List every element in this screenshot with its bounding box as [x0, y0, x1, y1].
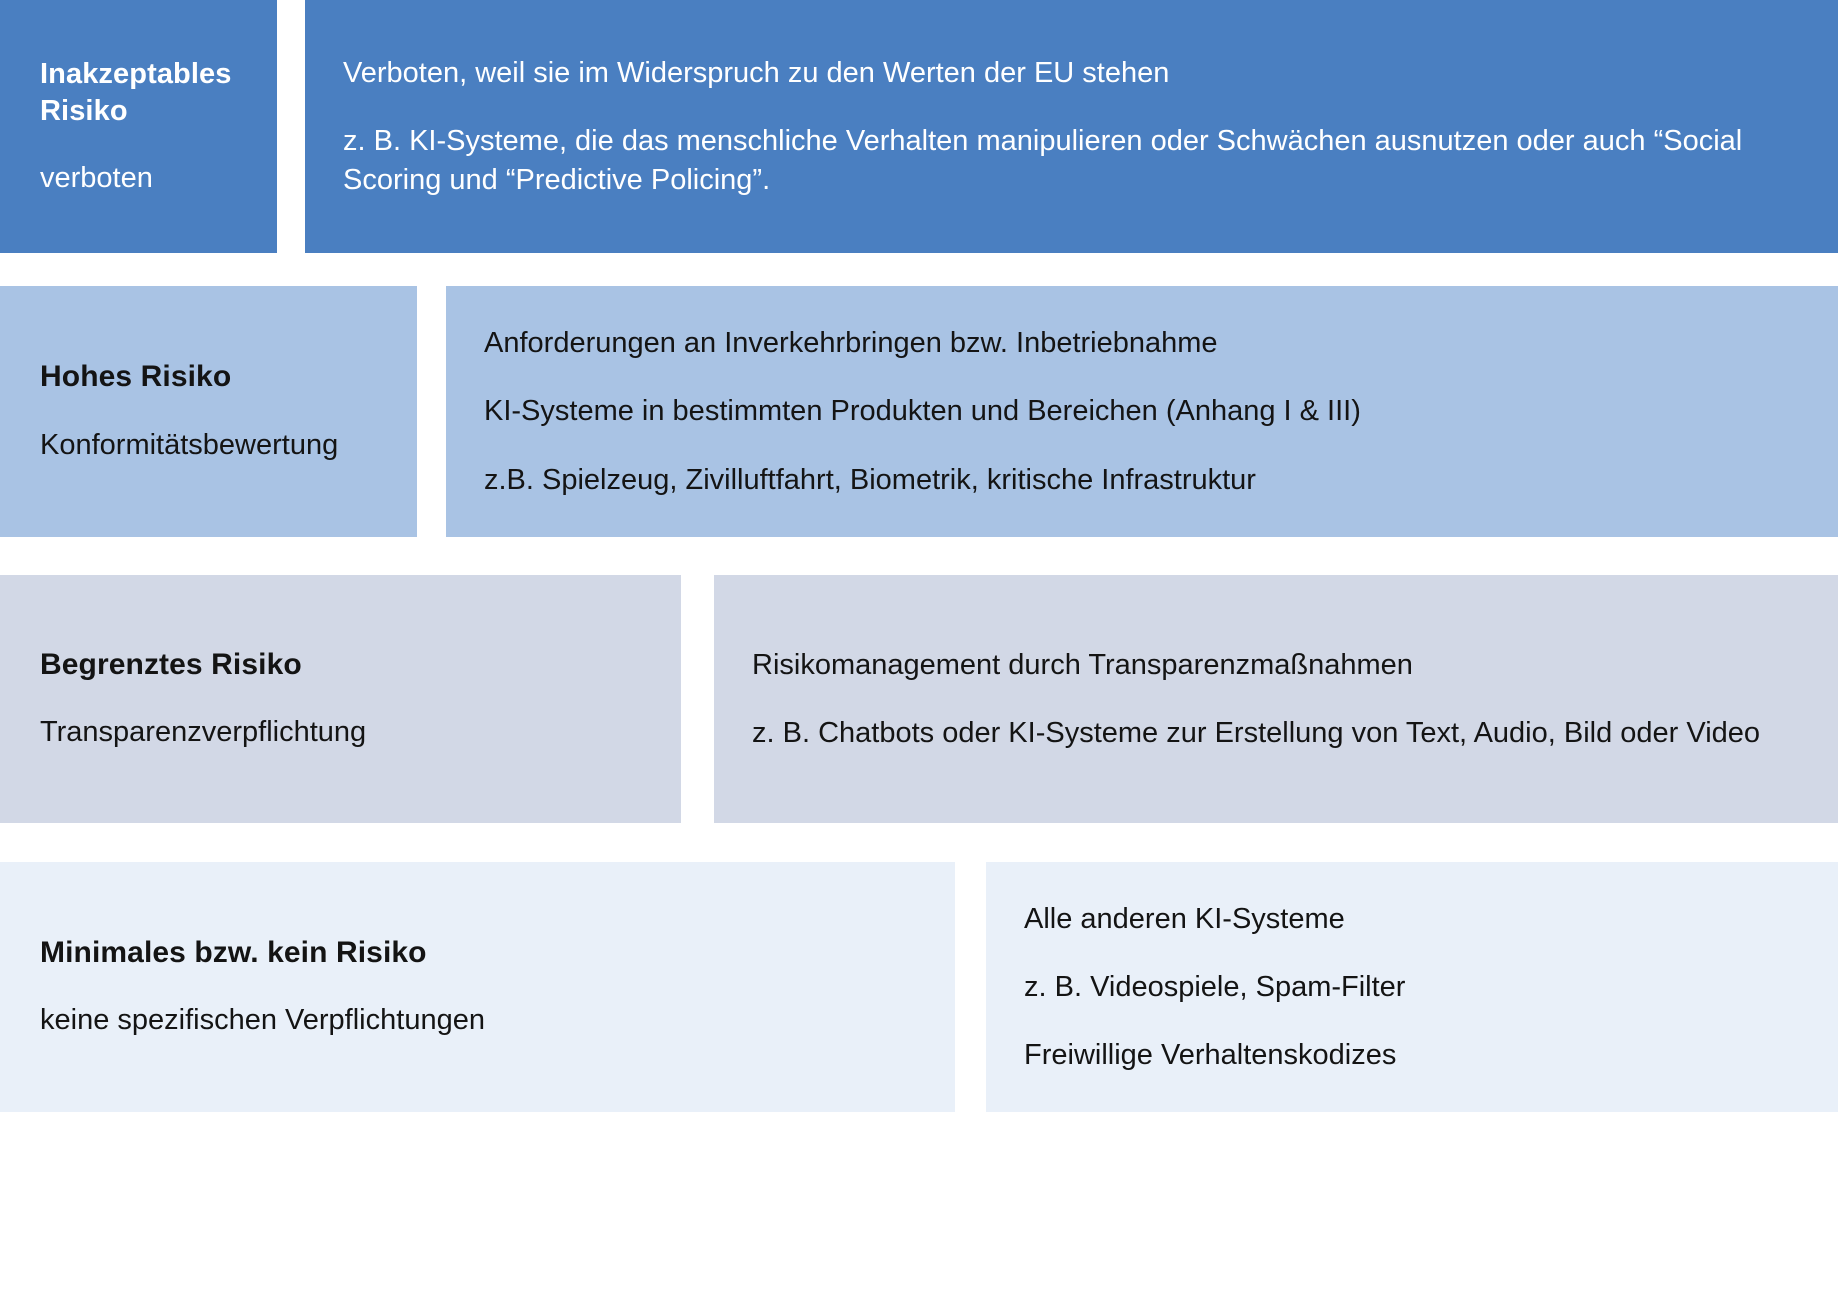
- risk-description-unacceptable: [305, 0, 1838, 253]
- risk-row-unacceptable: [0, 0, 1838, 253]
- risk-label-high: [0, 286, 417, 537]
- risk-title: Inakzeptables Risiko: [40, 57, 232, 127]
- risk-desc-line: Risikomanagement durch Transparenzmaßnahmen: [752, 648, 1413, 681]
- risk-desc-line: Freiwillige Verhaltenskodizes: [1024, 1039, 1397, 1072]
- risk-subtitle: Konformitätsbewertung: [40, 428, 339, 461]
- risk-label-unacceptable: [0, 0, 277, 253]
- risk-desc-line: Anforderungen an Inverkehrbringen bzw. Inbetriebnahme: [484, 327, 1218, 360]
- risk-row-limited: [0, 575, 1838, 823]
- risk-row-minimal: [0, 862, 1838, 1112]
- risk-desc-line: z.B. Spielzeug, Zivilluftfahrt, Biometrik, kritische Infrastruktur: [484, 463, 1256, 496]
- risk-subtitle: verboten: [40, 161, 153, 194]
- risk-desc-line: z. B. Chatbots oder KI-Systeme zur Erstellung von Text, Audio, Bild oder Video: [752, 717, 1761, 749]
- risk-subtitle: keine spezifischen Verpflichtungen: [40, 1004, 485, 1037]
- risk-subtitle: Transparenzverpflichtung: [40, 716, 367, 749]
- risk-desc-line: z. B. Videospiele, Spam-Filter: [1024, 970, 1406, 1003]
- risk-description-high: [446, 286, 1838, 537]
- risk-desc-line: Verboten, weil sie im Widerspruch zu den Werten der EU stehen: [343, 57, 1170, 90]
- risk-row-high: [0, 286, 1838, 537]
- risk-title: Minimales bzw. kein Risiko: [40, 935, 427, 969]
- risk-label-minimal: [0, 862, 955, 1112]
- risk-desc-line: Alle anderen KI-Systeme: [1024, 902, 1345, 935]
- risk-description-minimal: [986, 862, 1838, 1112]
- risk-desc-line: z. B. KI-Systeme, die das menschliche Verhalten manipulieren oder Schwächen ausnutzen oder auch “Social Scoring und “Predictive Policing”.: [343, 125, 1743, 196]
- risk-title: Hohes Risiko: [40, 360, 232, 394]
- risk-title: Begrenztes Risiko: [40, 647, 302, 681]
- risk-description-limited: [714, 575, 1838, 823]
- risk-desc-line: KI-Systeme in bestimmten Produkten und Bereichen (Anhang I & III): [484, 395, 1361, 428]
- risk-label-limited: [0, 575, 681, 823]
